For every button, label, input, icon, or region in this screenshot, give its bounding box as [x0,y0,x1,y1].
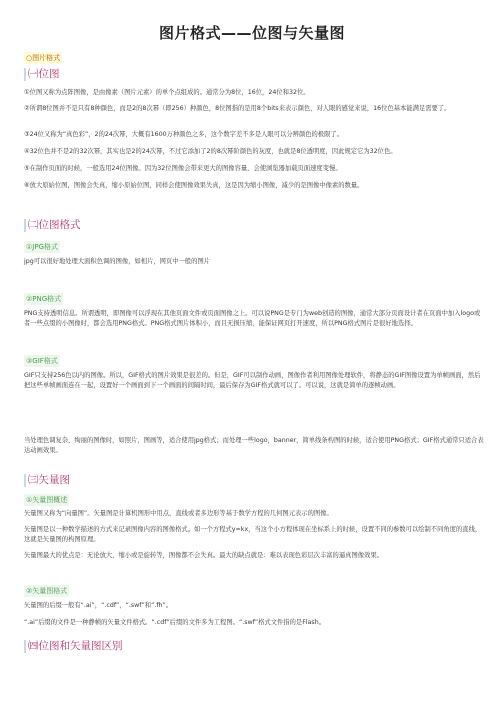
png-format-tag: ②PNG格式 [26,295,62,303]
bitmap-paragraph-6: ⑥放大原始位图，图像会失真，缩小原始位图，同样会使图像效果失真，这是因为缩小图像，减少的是图像中像素的数量。 [24,182,364,189]
bitmap-paragraph-2: ②所谓8位图并不是只有8种颜色，而是2的8次幂（即256）种颜色，8位图指的是用8个bits来表示颜色，对人眼的感觉来说，16位色基本能满足需要了。 [24,105,451,112]
gif-paragraph: GIF只支持256色以内的图像。所以，GIF格式的图片效果是很差的。但是，GIF可以制作动画，图像作者利用图像处理软件，将静态的GIF图像设置为单帧画面，然后把这些单帧画面连在一起，设置好一个画面到下一个画面的间隔时间，最后保存为GIF格式就可以了。可以说，这就是简单的逐帧动画。 [24,372,481,389]
bitmap-paragraph-5: ⑤在制作页面的时候，一般选用24位图像。因为32位图像会带来更大的图像容量，会使浏览器加载页面速度变慢。 [24,165,342,172]
bitmap-paragraph-4: ④32位色并不是2的32次幂，其实也是2的24次幂，不过它添加了2的8次幂阶颜色的灰度，也就是8位透明度，因此规定它为32位色。 [24,148,397,155]
bitmap-paragraph-3: ③24位又称为“真色彩”，2的24次幂，大概有1600万种颜色之多，这个数字差不多是人眼可以分辨颜色的极限了。 [24,131,343,138]
page-title: 图片格式——位图与矢量图 [158,24,345,42]
vector-paragraph-4: 矢量图的后缀一般有“.ai”，“.cdf”，“.swf”和“.fh”。 [24,602,173,609]
section-heading-vector: ㈢矢量图 [24,474,70,487]
bitmap-paragraph-1: ①位图又称为点阵图像，是由像素（图片元素）的单个点组成的。通常分为8位，16位，24位和32位。 [24,89,310,96]
vector-paragraph-2: 矢量图是以一种数学描述的方式来记录图像内容的图像格式。如一个方程式y=kx，当这个小方程体现在坐标系上的时候，设置不同的参数可以绘制不同角度的直线，这就是矢量图的构图原理。 [24,526,482,543]
jpg-format-tag: ①JPG格式 [26,243,58,251]
section-heading-bitmap: ㈠位图 [24,68,60,81]
gif-format-tag: ③GIF格式 [26,357,58,365]
vector-formats-tag: ②矢量图格式 [26,587,68,595]
vector-paragraph-3: 矢量图最大的优点是：无论放大，缩小或是旋转等，图像都不会失真。最大的缺点就是：难以表现色彩层次丰富的逼真图像效果。 [24,552,383,559]
vector-overview-tag: ①矢量图概述 [26,496,68,504]
format-summary-paragraph: 当处理色调复杂，绚丽的图像时，如照片，图画等，适合使用jpg格式；而处理一些logo，banner，简单线条构图的时候，适合使用PNG格式；GIF格式通常只适合表达动画效果。 [24,437,484,454]
section-heading-bitmap-formats: ㈡位图格式 [24,219,81,232]
vector-paragraph-1: 矢量图又称为“向量图”。矢量图是计算机图形中用点，直线或者多边形等基于数学方程的几何图元表示的图像。 [24,510,333,517]
png-paragraph: PNG支持透明信息。所谓透明，即图像可以浮现在其他页面文件或页面图像之上。可以说PNG是专门为web创造的图像，通常大部分页面设计者在页面中加入logo或者一些点缀的小图像时，都会选用PNG格式。PNG格式图片体积小，而且无损压缩，能保证网页打开速度，所以PNG格式图片是很好地选择。 [24,310,481,327]
section-heading-difference: ㈣位图和矢量图区别 [24,640,123,653]
jpg-paragraph: jpg可以很好地处理大面积色调的图像，如相片，网页中一般的图片 [24,258,211,265]
image-format-tag: ○图片格式 [26,54,61,62]
vector-paragraph-5: “.ai”后缀的文件是一种静帧的矢量文件格式。“.cdf”后缀的文件多为工程图。“.swf”格式文件指的是Flash。 [24,619,325,626]
